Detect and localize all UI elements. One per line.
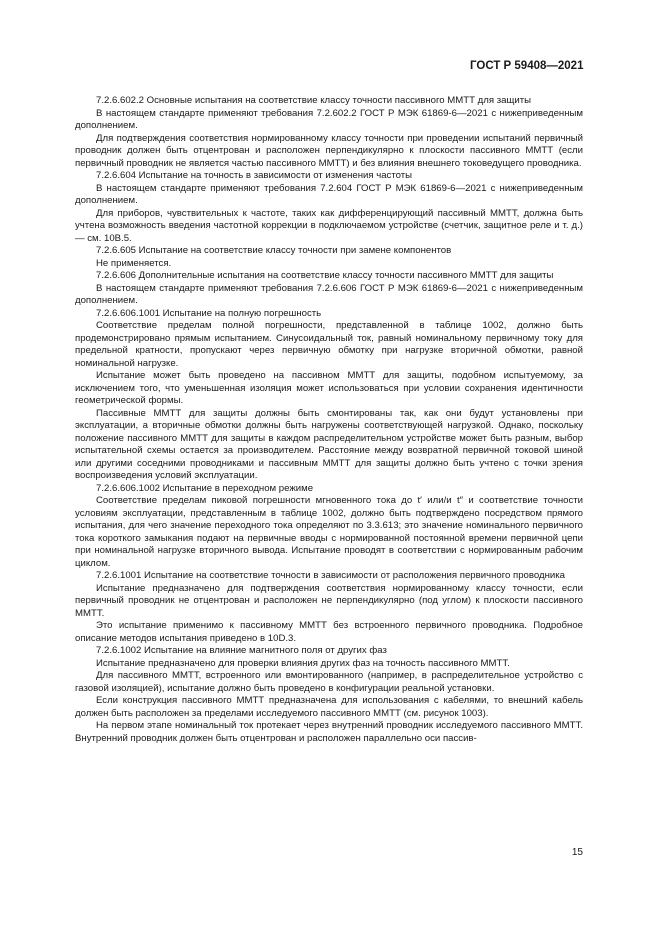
paragraph: В настоящем стандарте применяют требования 7.2.604 ГОСТ Р МЭК 61869-6—2021 с нижеприведенным дополнением. [75, 182, 583, 206]
paragraph: Соответствие пределам полной погрешности, представленной в таблице 1002, должно быть продемонстрировано прямым испытанием. Синусоидальный ток, равный номинальному первичному току для предельной кратности, пропускают через первичную обмотку при нагрузке вторичной обмотки, равной номинальной нагрузке. [75, 320, 583, 369]
clause-heading: 7.2.6.1002 Испытание на влияние магнитного поля от других фаз [96, 645, 387, 656]
paragraph: Для подтверждения соответствия нормированному классу точности при проведении испытаний первичный проводник должен быть отцентрован и расположен перпендикулярно к плоскости пассивного ММТТ (если первичный проводник не является частью пассивного ММТТ) и без влияния внешнего токоведущего проводника. [75, 132, 583, 169]
clause-heading: 7.2.6.606.1001 Испытание на полную погрешность [96, 307, 322, 319]
paragraph: В настоящем стандарте применяют требования 7.2.602.2 ГОСТ Р МЭК 61869-6—2021 с нижеприведенным дополнением. [75, 107, 583, 131]
paragraph: Для приборов, чувствительных к частоте, таких как дифференцирующий пассивный ММТТ, должна быть учтена возможность введения частотной коррекции в подключаемом устройстве (счетчик, защитное реле и т. д.) — см. 10В.5. [75, 207, 583, 244]
paragraph: Испытание предназначено для подтверждения соответствия нормированному классу точности, если первичный проводник не отцентрован и расположен не перпендикулярно (под углом) к плоскости пассивного ММТТ. [75, 582, 583, 619]
clause-heading: 7.2.6.606 Дополнительные испытания на соответствие классу точности пассивного ММТТ для защиты [96, 270, 554, 281]
paragraph: Пассивные ММТТ для защиты должны быть смонтированы так, как они будут установлены при эксплуатации, а вторичные обмотки должны быть нагружены соответствующей нагрузкой. Однако, поскольку положение пассивного ММТТ для защиты в каждом распределительном устройстве может быть разным, выбор испытательной схемы остается за производителем. Расстояние между возвратной первичной токовой шиной или другими соседними проводниками и пассивным ММТТ для защиты должно быть учтено с точки зрения воспроизведения условий эксплуатации. [75, 407, 583, 481]
paragraph: Это испытание применимо к пассивному ММТТ без встроенного первичного проводника. Подробное описание методов испытания приведено в 10D.3. [75, 620, 583, 644]
document-id-header: ГОСТ Р 59408—2021 [470, 60, 584, 72]
page-number: 15 [571, 847, 583, 858]
paragraph: В настоящем стандарте применяют требования 7.2.6.606 ГОСТ Р МЭК 61869-6—2021 с нижеприведенным дополнением. [75, 282, 583, 306]
paragraph: Испытание может быть проведено на пассивном ММТТ для защиты, подобном испытуемому, за исключением того, что уменьшенная изоляция может использоваться при условии сохранения идентичности геометрической формы. [75, 370, 583, 406]
clause-heading: 7.2.6.605 Испытание на соответствие классу точности при замене компонентов [96, 245, 452, 256]
paragraph: Если конструкция пассивного ММТТ предназначена для использования с кабелями, то внешний кабель должен быть расположен за пределами исследуемого пассивного ММТТ (см. рисунок 1003). [75, 695, 583, 719]
paragraph: Испытание предназначено для проверки влияния других фаз на точность пассивного ММТТ. [96, 657, 510, 669]
paragraph: Для пассивного ММТТ, встроенного или вмонтированного (например, в распределительное устройство с газовой изоляцией), испытание должно быть проведено в конфигурации реальной установки. [75, 670, 583, 694]
paragraph: На первом этапе номинальный ток протекает через внутренний проводник исследуемого пассивного ММТТ. Внутренний проводник должен быть отцентрован и расположен параллельно оси пассив- [75, 720, 583, 744]
clause-heading: 7.2.6.606.1002 Испытание в переходном режиме [96, 482, 314, 494]
document-body [75, 95, 583, 745]
clause-heading: 7.2.6.604 Испытание на точность в зависимости от изменения частоты [96, 170, 413, 181]
clause-heading: 7.2.6.1001 Испытание на соответствие точности в зависимости от расположения первичного проводника [96, 570, 565, 581]
paragraph: Не применяется. [96, 257, 172, 269]
paragraph: Соответствие пределам пиковой погрешности мгновенного тока до t′ или/и t″ и соответствие точности условиям эксплуатации, представленным в таблице 1002, должно быть подтверждено посредством прямого испытания, для чего значение переходного тока определяют по 3.3.613; это значение номинального первичного тока короткого замыкания подают на первичные вводы с нормированной постоянной времени первичной цепи при номинальной нагрузке вторичного вывода. Испытание проводят в соответствии с нормированным рабочим циклом. [75, 495, 583, 569]
clause-heading: 7.2.6.602.2 Основные испытания на соответствие классу точности пассивного ММТТ для защиты [96, 95, 532, 106]
